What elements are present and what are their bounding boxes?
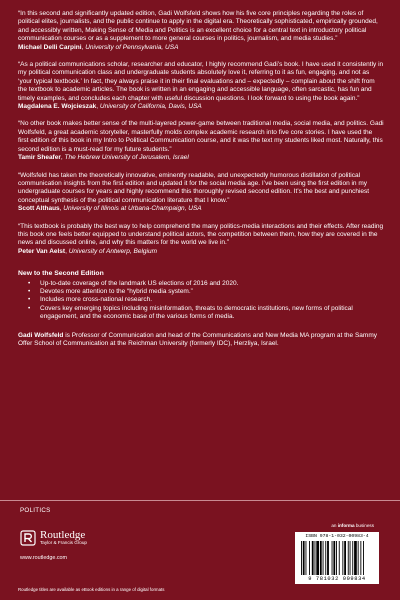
reviewer-affiliation: The Hebrew University of Jerusalem, Israel — [64, 154, 189, 162]
reviewer-name: Peter Van Aelst — [18, 247, 66, 255]
publisher-logo — [20, 530, 87, 546]
barcode-icon — [301, 541, 373, 575]
publisher-website: www.routledge.com — [20, 555, 68, 561]
review-1: “In this second and significantly updated edition, Gadi Wolfsfeld shows how his five core principles regarding the roles of political elites, journalists, and the public continue to apply in the digital era. Theoretically sophisticated, empirically grounded, and accessibly written, Making Sense of Media and Politics is an excellent choice for a central text in introductory political communication courses or as a supplement to more general courses in politics, journalism, and media studies.” Michael Delli Carpini, University of Pennsylvania, USA — [18, 10, 384, 52]
review-text: “As a political communications scholar, researcher and educator, I highly recommend Gadi’s book. I have used it consistently in my political communication class and undergraduate students absolutely love it, referring to it as fun, engaging, and not as ‘your typical textbook.’ In fact, they always praise it in their final evaluations and – expectedly – complain about the shift from the textbook to academic articles. The book is written in an engaging and accessible language, often sarcastic, has fun and timely examples, and concludes each chapter with useful discussion questions. I look forward to using the book again.” — [18, 61, 384, 102]
author-name: Gadi Wolfsfeld — [18, 331, 64, 339]
subject-category: POLITICS — [20, 507, 51, 514]
ebook-note: Routledge titles are available as eBook editions in a range of digital formats — [18, 587, 165, 592]
reviewer-affiliation: University of Illinois at Urbana-Champaign, USA — [63, 205, 202, 213]
review-text: “Wolfsfeld has taken the theoretically innovative, eminently readable, and unexpectedly humorous distillation of political communication insights from the first edition and updated it for the social media age. I’ve been using the first edition in my undergraduate courses for years and highly recommend this thoroughly revised second edition. It’s the best and punchiest conceptual synthesis of the political communication literature that I know.” — [18, 171, 370, 204]
review-4: “Wolfsfeld has taken the theoretically innovative, eminently readable, and unexpectedly humorous distillation of political communication insights from the first edition and updated it for the social media age. I’ve been using the first edition in my undergraduate courses for years and highly recommend this thoroughly revised second edition. It’s the best and punchiest conceptual synthesis of the political communication literature that I know.” Scott Althaus, University of Illinois at Urbana-Champaign, USA — [18, 172, 384, 214]
review-text: “In this second and significantly updated edition, Gadi Wolfsfeld shows how his five core principles regarding the roles of political elites, journalists, and the public continue to apply in the digital era. Theoretically sophisticated, empirically grounded, and accessibly written, Making Sense of Media and Politics is an excellent choice for a central text in introductory political communication courses or as a supplement to more general courses in politics, journalism, and media studies.” — [18, 10, 378, 43]
author-bio — [18, 332, 384, 349]
reviewer-name: Michael Delli Carpini — [18, 43, 82, 51]
reviewer-affiliation: University of Pennsylvania, USA — [85, 43, 179, 51]
reviewer-affiliation: University of Antwerp, Belgium — [68, 247, 157, 255]
barcode-panel — [295, 532, 379, 584]
review-text: “This textbook is probably the best way to help comprehend the many politics-media interactions and their effects. After reading this book one feels better equipped to understand political actors, the competition between them, how they are covered in the news and discussed online, and why this matters for the world we live in.” — [18, 222, 384, 247]
list-item: • Up-to-date coverage of the landmark US elections of 2016 and 2020. — [18, 280, 384, 288]
author-bio-text: is Professor of Communication and head of the Communications and New Media MA program at the Sammy Offer School of Communication at the Reichman University (formerly IDC), Herzliya, Israel. — [18, 331, 377, 347]
isbn-text: ISBN 978-1-032-00983-4 — [305, 534, 369, 539]
routledge-logo-icon — [20, 530, 36, 546]
new-edition-heading: New to the Second Edition — [18, 270, 104, 278]
list-item: • Includes more cross-national research. — [18, 296, 384, 304]
review-5: “This textbook is probably the best way to help comprehend the many politics-media interactions and their effects. After reading this book one feels better equipped to understand political actors, the competition between them, how they are covered in the news and discussed online, and why this matters for the world we live in.” Peter Van Aelst, University of Antwerp, Belgium — [18, 222, 384, 255]
informa-label: an informa business — [331, 523, 374, 528]
divider — [0, 500, 400, 501]
publisher-name: Routledge — [40, 529, 86, 541]
barcode-number: 9 781032 009834 — [308, 576, 366, 582]
reviewer-name: Tamir Sheafer — [18, 154, 61, 162]
reviewer-affiliation: University of California, Davis, USA — [99, 103, 202, 111]
review-3: “No other book makes better sense of the multi-layered power-game between traditional media, social media, and politics. Gadi Wolfsfeld, a great academic storyteller, masterfully molds complex academic research into five core stories. I have used the first edition of this book in my Intro to Political Communication course, and it was the text my students liked most. Naturally, this second edition is a must-read for my future students.” Tamir Sheafer, The Hebrew University of Jerusalem, Israel — [18, 120, 384, 162]
review-text: “No other book makes better sense of the multi-layered power-game between traditional media, social media, and politics. Gadi Wolfsfeld, a great academic storyteller, masterfully molds complex academic research into five core stories. I have used the first edition of this book in my Intro to Political Communication course, and it was the text my students liked most. Naturally, this second edition is a must-read for my future students.” — [18, 120, 384, 153]
review-2: “As a political communications scholar, researcher and educator, I highly recommend Gadi’s book. I have used it consistently in my political communication class and undergraduate students absolutely love it, referring to it as fun, engaging, and not as ‘your typical textbook.’ In fact, they always praise it in their final evaluations and – expectedly – complain about the shift from the textbook to academic articles. The book is written in an engaging and accessible language, often sarcastic, has fun and timely examples, and concludes each chapter with useful discussion questions. I look forward to using the book again.” Magdalena E. Wojcieszak, University of California, Davis, USA — [18, 61, 384, 111]
back-cover-text — [18, 10, 384, 348]
reviewer-name: Scott Althaus — [18, 205, 60, 213]
reviewer-name: Magdalena E. Wojcieszak — [18, 103, 97, 111]
new-edition-list — [18, 280, 384, 322]
publisher-group: Taylor & Francis Group — [40, 540, 87, 545]
list-item: • Devotes more attention to the “hybrid media system.” — [18, 288, 384, 296]
cover-footer — [0, 500, 400, 600]
list-item: • Covers key emerging topics including misinformation, threats to democratic institutions, new forms of political engagement, and the economic base of the various forms of media. — [18, 305, 384, 322]
